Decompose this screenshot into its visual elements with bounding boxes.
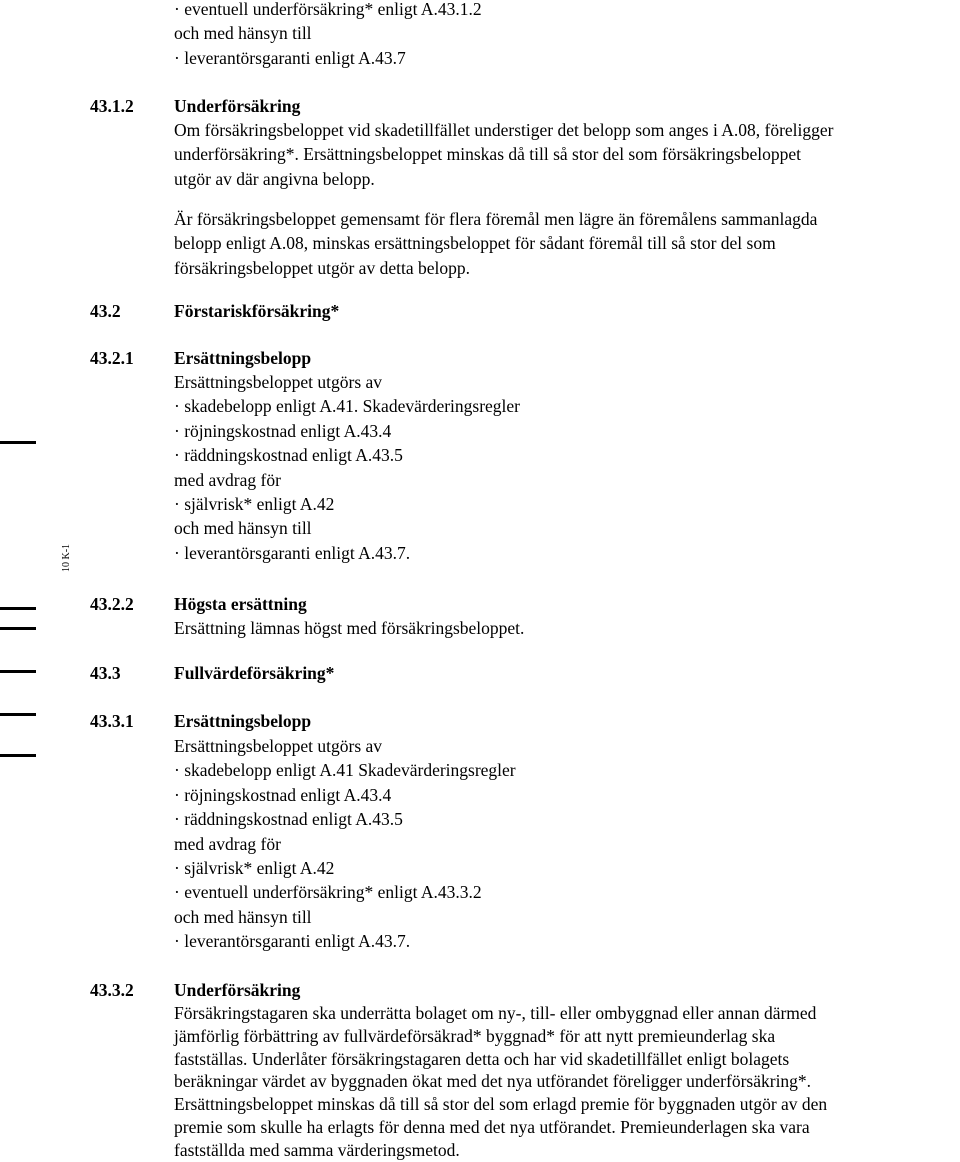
text-line: utgör av där angivna belopp. [174, 168, 375, 189]
section-heading: Underförsäkring [174, 980, 301, 1000]
list-item: · eventuell underförsäkring* enligt A.43.1.2 [174, 0, 482, 19]
list-item: · självrisk* enligt A.42 [174, 858, 335, 879]
section-heading: Ersättningsbelopp [174, 711, 312, 731]
list-item: · skadebelopp enligt A.41 Skadevärderingsregler [174, 760, 516, 781]
list-item: · leverantörsgaranti enligt A.43.7. [174, 931, 411, 952]
margin-label: 10 K-1 [61, 543, 72, 572]
section-number: 43.2.1 [90, 348, 134, 368]
text-line: premie som skulle ha erlagts för denna med det nya utförandet. Premieunderlagen ska vara [174, 1116, 810, 1137]
text-line: Ersättningsbeloppet utgörs av [174, 372, 383, 392]
text-line: och med hänsyn till [174, 518, 312, 539]
section-heading: Fullvärdeförsäkring* [174, 663, 335, 683]
paragraph [174, 616, 954, 640]
section-heading: Ersättningsbelopp [174, 348, 312, 368]
text-line: fastställas. Underlåter försäkringstagaren detta och har vid skadetillfället enligt bolagets [174, 1048, 790, 1069]
change-bar [0, 607, 36, 610]
text-line: och med hänsyn till [174, 906, 312, 927]
list-item: · röjningskostnad enligt A.43.4 [174, 420, 392, 441]
change-bar [0, 627, 36, 630]
list-item: · skadebelopp enligt A.41. Skadevärderingsregler [174, 396, 521, 417]
change-bar [0, 754, 36, 757]
text-line: Är försäkringsbeloppet gemensamt för flera föremål men lägre än föremålens sammanlagda [174, 209, 818, 229]
text-line: med avdrag för [174, 469, 281, 490]
section-number: 43.3.2 [90, 980, 134, 1000]
change-bar [0, 670, 36, 673]
text-line: Ersättningsbeloppet minskas då till så stor del som erlagd premie för byggnaden utgör av den [174, 1094, 828, 1115]
intro-list [174, 0, 954, 70]
section-heading: Högsta ersättning [174, 594, 307, 614]
text-line: Om försäkringsbeloppet vid skadetillfället understiger det belopp som anges i A.08, föreligger [174, 120, 834, 140]
list-item: · räddningskostnad enligt A.43.5 [174, 445, 403, 466]
text-line: försäkringsbeloppet utgör av detta belopp. [174, 257, 470, 278]
change-bar [0, 441, 36, 444]
text-line: beräkningar värdet av byggnaden ökat med det nya utförandet föreligger underförsäkring*. [174, 1071, 812, 1092]
list-item: · räddningskostnad enligt A.43.5 [174, 809, 403, 830]
list-item: · självrisk* enligt A.42 [174, 494, 335, 515]
list-item: · eventuell underförsäkring* enligt A.43.3.2 [174, 882, 482, 903]
section-number: 43.2.2 [90, 594, 134, 614]
section-heading: Förstariskförsäkring* [174, 301, 340, 321]
section-number: 43.1.2 [90, 96, 134, 116]
list-item: · leverantörsgaranti enligt A.43.7. [174, 542, 411, 563]
text-line: Försäkringstagaren ska underrätta bolaget om ny-, till- eller ombyggnad eller annan därmed [174, 1003, 817, 1023]
section-heading: Underförsäkring [174, 96, 301, 116]
text-line: underförsäkring*. Ersättningsbeloppet minskas då till så stor del som försäkringsbeloppet [174, 144, 801, 165]
text-line: Ersättning lämnas högst med försäkringsbeloppet. [174, 618, 525, 638]
list-item: · leverantörsgaranti enligt A.43.7 [174, 47, 406, 68]
text-line: belopp enligt A.08, minskas ersättningsbeloppet för sådant föremål till så stor del som [174, 233, 776, 254]
text-line: Ersättningsbeloppet utgörs av [174, 736, 383, 756]
item-list [174, 734, 954, 954]
change-bar [0, 713, 36, 716]
paragraph [174, 118, 954, 191]
paragraph [174, 207, 954, 280]
item-list [174, 370, 954, 565]
list-item: · röjningskostnad enligt A.43.4 [174, 784, 392, 805]
section-number: 43.2 [90, 301, 121, 321]
paragraph [174, 1002, 954, 1162]
list-item: och med hänsyn till [174, 23, 312, 44]
text-line: jämförlig förbättring av fullvärdeförsäkrad* byggnad* för att nytt premieunderlag ska [174, 1025, 776, 1046]
text-line: fastställda med samma värderingsmetod. [174, 1139, 460, 1160]
section-number: 43.3.1 [90, 711, 134, 731]
section-number: 43.3 [90, 663, 121, 683]
text-line: med avdrag för [174, 833, 281, 854]
